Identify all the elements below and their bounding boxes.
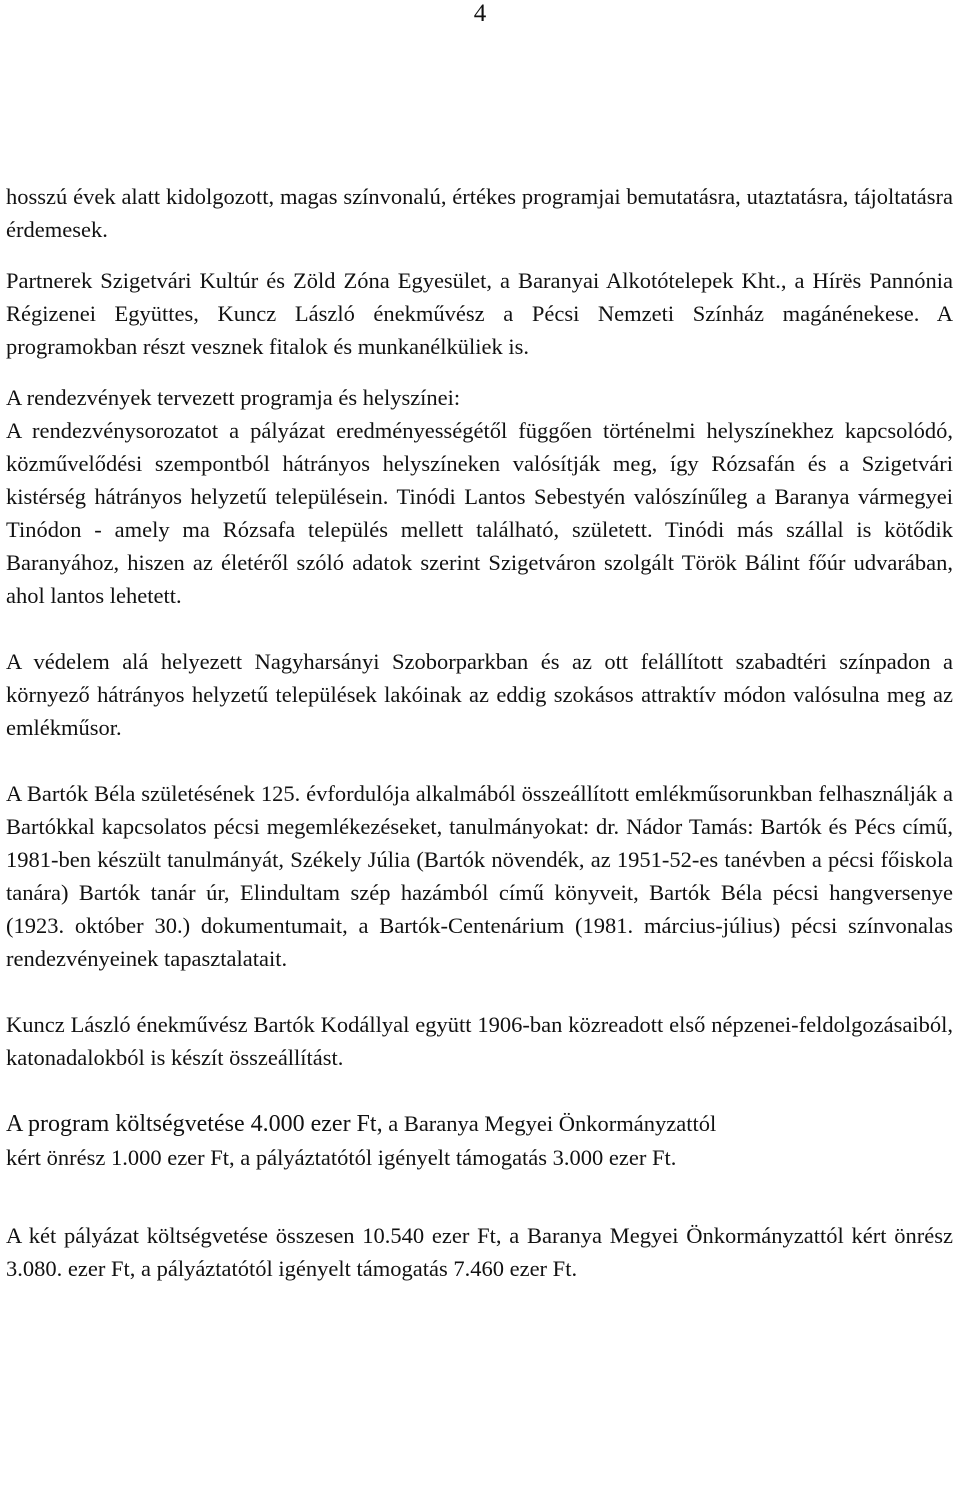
paragraph-venues: A rendezvénysorozatot a pályázat eredményességétől függően történelmi helyszínekhez kapcsolódó, közművelődési szempontból hátrányos helyszíneken valósítják meg, így Rózsafán és a Szigetvári kistérség hátrányos helyzetű településein. Tinódi Lantos Sebestyén valószínűleg a Baranya vármegyei Tinódon - amely ma Rózsafa település mellett található, született. Tinódi más szállal is kötődik Baranyához, hiszen az életéről szóló adatok szerint Szigetváron szolgált Török Bálint főúr udvarában, ahol lantos lehetett. <box>6 418 953 608</box>
page-number: 4 <box>473 0 487 27</box>
paragraph-total-budget: A két pályázat költségvetése összesen 10.540 ezer Ft, a Baranya Megyei Önkormányzattól kért önrész 3.080. ezer Ft, a pályáztatótól igényelt támogatás 7.460 ezer Ft. <box>6 1223 953 1281</box>
paragraph-partners: Partnerek Szigetvári Kultúr és Zöld Zóna Egyesület, a Baranyai Alkotótelepek Kht., a Hírës Pannónia Régizenei Együttes, Kuncz László énekművész a Pécsi Nemzeti Színház magánénekese. A programokban részt vesznek fitalok és munkanélküliek is. <box>6 268 953 359</box>
paragraph-bartok-anniversary: A Bartók Béla születésének 125. évfordulója alkalmából összeállított emlékműsorunkban felhasználják a Bartókkal kapcsolatos pécsi megemlékezéseket, tanulmányokat: dr. Nádor Tamás: Bartók és Pécs című, 1981-ben készült tanulmányát, Székely Júlia (Bartók növendék, az 1951-52-es tanévben a pécsi főiskola tanára) Bartók tanár úr, Elindultam szép hazámból című könyveit, Bartók Béla pécsi hangversenye (1923. október 30.) dokumentumait, a Bartók-Centenárium (1981. március-július) pécsi színvonalas rendezvényeinek tapasztalatait. <box>6 781 953 971</box>
document-body <box>6 180 953 1285</box>
paragraph-kuncz-laszlo: Kuncz László énekművész Bartók Kodállyal együtt 1906-ban közreadott első népzenei-feldolgozásaiból, katonadalokból is készít összeállítást. <box>6 1012 953 1070</box>
program-budget-lead: A program költségvetése 4.000 ezer Ft, <box>6 1111 383 1137</box>
paragraph-program-budget <box>6 1107 953 1174</box>
program-budget-detail: kért önrész 1.000 ezer Ft, a pályáztatótól igényelt támogatás 3.000 ezer Ft. <box>6 1145 677 1170</box>
paragraph-sculpture-park: A védelem alá helyezett Nagyharsányi Szoborparkban és az ott felállított szabadtéri színpadon a környező hátrányos helyzetű települések lakóinak az eddig szokásos attraktív módon valósulna meg az emlékműsor. <box>6 649 953 740</box>
paragraph-programs-worth: hosszú évek alatt kidolgozott, magas színvonalú, értékes programjai bemutatásra, utaztatásra, tájoltatásra érdemesek. <box>6 184 953 242</box>
program-budget-county: a Baranya Megyei Önkormányzattól <box>382 1111 717 1136</box>
paragraph-venues-heading: A rendezvények tervezett programja és helyszínei: <box>6 385 461 410</box>
